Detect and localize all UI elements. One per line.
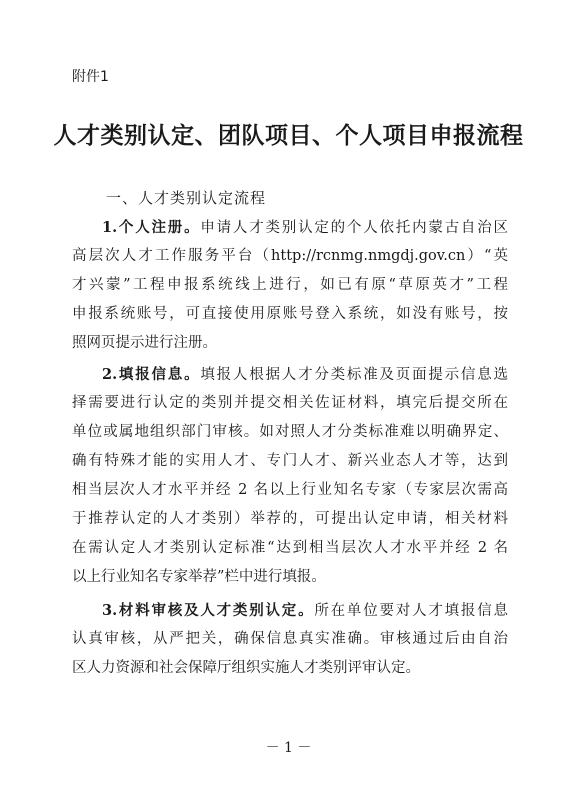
paragraph-line: 高层次人才工作服务平台（http://rcnmg.nmgdj.gov.cn）“英 [72,248,508,264]
paragraph-line: 才兴蒙”工程申报系统线上进行，如已有原“草原英才”工程 [72,277,508,293]
paragraph-fill-info [72,360,508,592]
paragraph-line: 1.个人注册。申请人才类别认定的个人依托内蒙古自治区 [102,219,508,236]
paragraph-line: 相当层次人才水平并经 2 名以上行业知名专家（专家层次需高 [72,482,508,498]
paragraph-line: 在需认定人才类别认定标准“达到相当层次人才水平并经 2 名 [72,540,508,556]
paragraph-line: 照网页提示进行注册。 [72,335,217,351]
paragraph-line: 认真审核，从严把关，确保信息真实准确。审核通过后由自治 [72,631,508,647]
paragraph-line: 3.材料审核及人才类别认定。所在单位要对人才填报信息 [102,602,508,619]
document-title: 人才类别认定、团队项目、个人项目申报流程 [53,122,524,149]
paragraph-line: 以上行业知名专家举荐”栏中进行填报。 [72,569,326,585]
paragraph-registration [72,213,508,358]
page-number: － 1 － [265,740,312,756]
paragraph-line: 申报系统账号，可直接使用原账号登入系统，如没有账号，按 [72,306,508,322]
paragraph-line: 择需要进行认定的类别并提交相关佐证材料，填完后提交所在 [72,395,508,411]
paragraph-line: 单位或属地组织部门审核。如对照人才分类标准难以明确界定、 [72,424,508,440]
paragraph-review [72,596,508,683]
paragraph-lead: 3.材料审核及人才类别认定。 [102,602,315,619]
paragraph-line: 2.填报信息。填报人根据人才分类标准及页面提示信息选 [102,366,508,383]
paragraph-line: 于推荐认定的人才类别）举荐的，可提出认定申请，相关材料 [72,511,508,527]
paragraph-lead: 1.个人注册。 [102,219,201,236]
paragraph-line: 区人力资源和社会保障厅组织实施人才类别评审认定。 [72,660,420,676]
section-heading: 一、人才类别认定流程 [106,189,267,207]
paragraph-line: 确有特殊才能的实用人才、专门人才、新兴业态人才等，达到 [72,453,508,469]
paragraph-lead: 2.填报信息。 [102,366,201,383]
attachment-label: 附件1 [72,69,109,85]
